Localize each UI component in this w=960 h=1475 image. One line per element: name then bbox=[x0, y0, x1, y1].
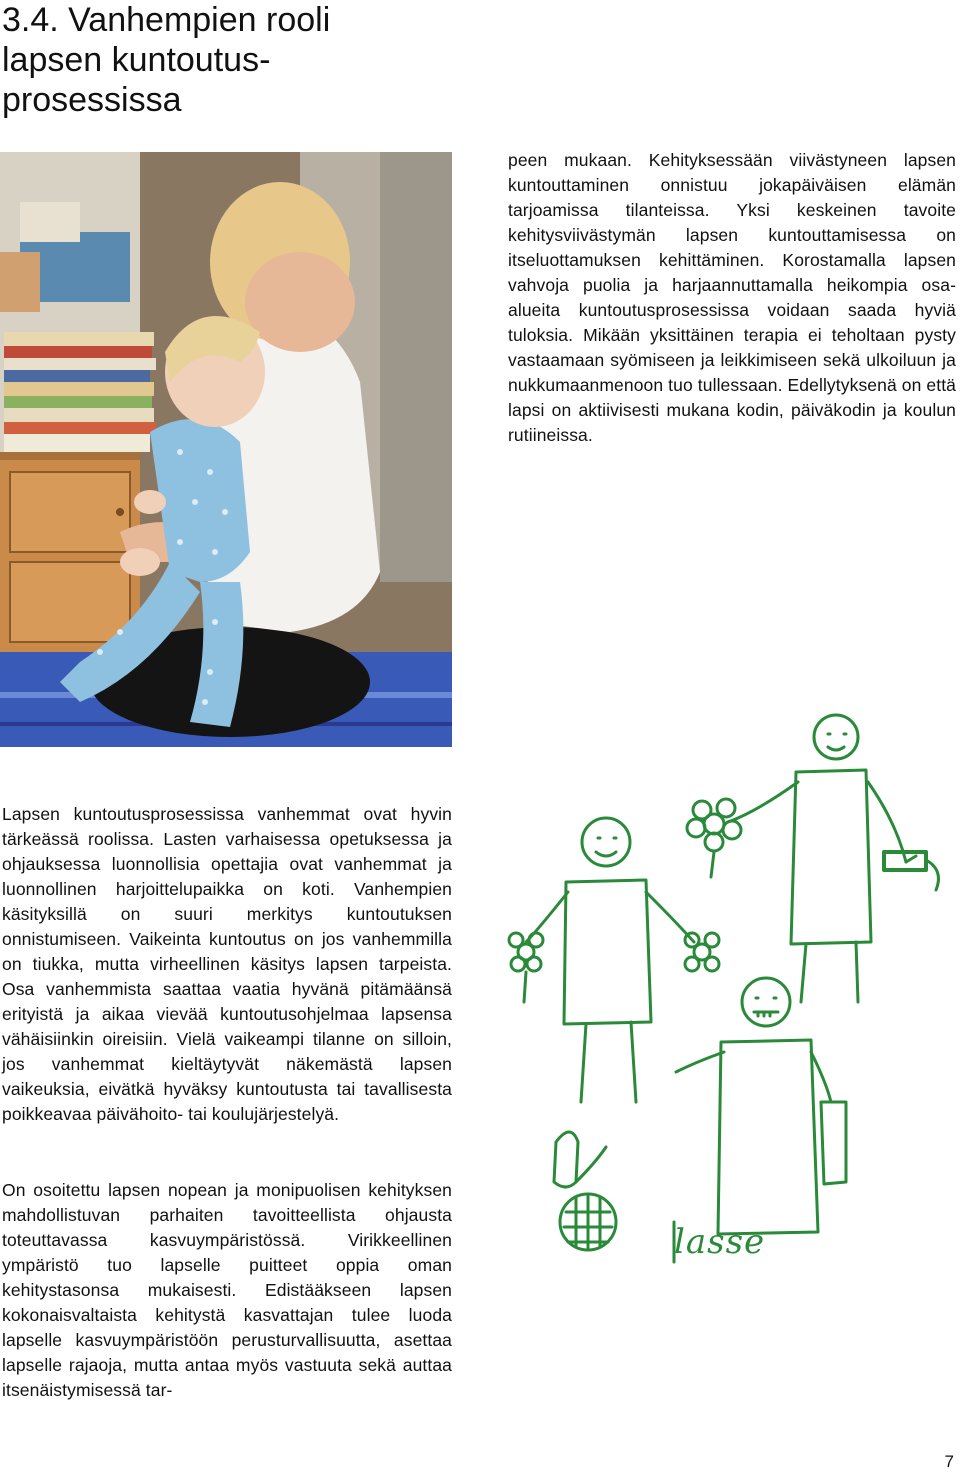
heading-line: 3.4. Vanhempien rooli bbox=[2, 1, 331, 39]
heading-line: prosessissa bbox=[2, 81, 182, 119]
heading-line: lapsen kuntoutus- bbox=[2, 41, 271, 79]
body-paragraph-right: peen mukaan. Kehityksessään viivästyneen lapsen kuntouttaminen onnistuu jokapäiväisen elämän tarjoamissa tilanteissa. Yksi keskeinen tavoite kehitysviivästymän lapsen kuntouttamisessa on itseluottamuksen kehittäminen. Korostamalla lapsen vahvoja puolia ja harjaannuttamalla heikompia osa- alueita kuntoutusprosessissa voidaan saada hyviä tuloksia. Mikään yksittäinen terapia ei teholtaan pysty vastaamaan syömiseen ja leikkimiseen sekä ulkoiluun ja nukkumaanmenoon tuo tullessaan. Edellytyksenä on että lapsi on aktiivisesti mukana kodin, päiväkodin ja koulun rutiineissa. bbox=[508, 150, 956, 445]
drawing-signature: lasse bbox=[674, 1222, 766, 1262]
page-number: 7 bbox=[944, 1452, 954, 1471]
photo-parent-and-child bbox=[0, 152, 452, 747]
section-heading bbox=[2, 0, 422, 120]
flower-icon bbox=[687, 799, 741, 877]
child-drawing bbox=[506, 702, 958, 1277]
body-paragraph-left-2: On osoitettu lapsen nopean ja monipuolisen kehityksen mahdollistuvan parhaiten tavoitteellista ohjausta toteuttavassa kasvuympäristössä. Virikkeellinen ympäristö tuo lapselle puitteet oppia oman kehitystasonsa mukaisesti. Edistääkseen lapsen kokonaisvaltaista kehitystä kasvattajan tulee luoda lapselle kasvuympäristöön perusturvallisuutta, asettaa lapselle rajaoja, mutta antaa myös vastuuta sekä auttaa itsenäistymisessä tar- bbox=[2, 1180, 452, 1400]
body-paragraph-left-1: Lapsen kuntoutusprosessissa vanhemmat ovat hyvin tärkeässä roolissa. Lasten varhaisessa opetuksessa ja ohjauksessa luonnollisia opettajia ovat vanhemmat ja luonnollinen harjoittelupaikka on koti. Vanhempien käsityksillä on suuri merkitys kuntoutuksen onnistumiseen. Vaikeinta kuntoutus on jos vanhemmilla on tiukka, mutta virheellinen käsitys lapsen tarpeista. Osa vanhemmista saattaa vaatia hyvänä pitämäänsä erityistä ja aikaa vievää kuntoutusohjelmaa lapsensa vähäisiinkin oireisiin. Vielä vaikeampi tilanne on silloin, jos vanhemmat kieltäytyvät näkemästä lapsen vaikeuksia, eivätkä hyväksy kuntoutusta tai tavallisesta poikkeavaa päivähoito- tai koulujärjestelyä. bbox=[2, 804, 452, 1124]
